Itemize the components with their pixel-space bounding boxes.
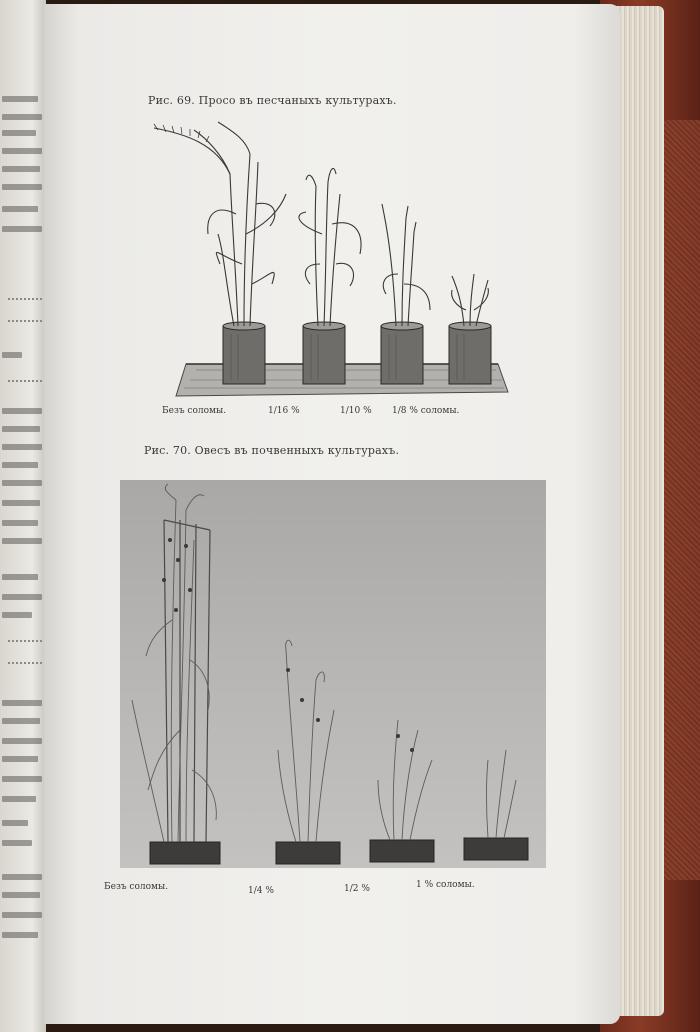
figure-70-photo: [120, 480, 546, 868]
figure-69-label-4: 1/8 % соломы.: [392, 406, 460, 416]
book-page: [44, 4, 620, 1024]
figure-69-illustration: [146, 114, 518, 404]
figure-70-label-4: 1 % соломы.: [416, 880, 475, 890]
figure-69-label-2: 1/16 %: [268, 406, 300, 416]
figure-69-label-1: Безъ соломы.: [162, 406, 227, 416]
cover-cloth-texture: [660, 120, 700, 880]
left-page-edge: [0, 0, 46, 1032]
figure-70-label-1: Безъ соломы.: [104, 882, 169, 892]
figure-70-label-2: 1/4 %: [248, 886, 274, 896]
figure-70-caption: Рис. 70. Овесъ въ почвенныхъ культурахъ.: [144, 444, 400, 457]
figure-69-caption: Рис. 69. Просо въ песчаныхъ культурахъ.: [148, 94, 397, 107]
figure-69-label-3: 1/10 %: [340, 406, 372, 416]
figure-70-label-3: 1/2 %: [344, 884, 370, 894]
